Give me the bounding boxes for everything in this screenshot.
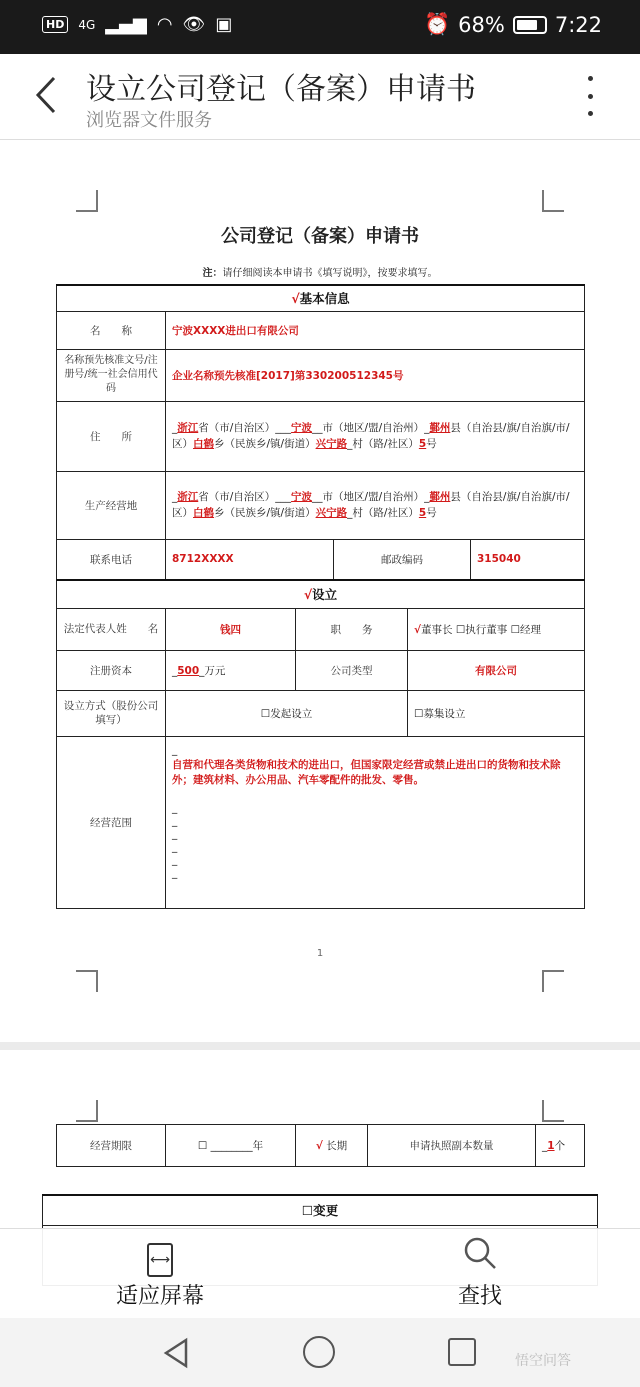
- company-type-label: 公司类型: [296, 650, 408, 690]
- business-address-label: 生产经营地: [57, 471, 166, 539]
- term-label: 经营期限: [57, 1125, 166, 1167]
- crop-mark: [76, 1100, 98, 1122]
- section-header-setup: √设立: [57, 580, 585, 608]
- signal-icon: ▂▄▆: [105, 14, 147, 35]
- term-long-option: √ 长期: [296, 1125, 368, 1167]
- scope-label: 经营范围: [57, 736, 166, 908]
- capital-value: _500_万元: [166, 650, 296, 690]
- search-icon: [380, 1235, 580, 1275]
- setup-method-label: 设立方式（股份公司填写）: [57, 690, 166, 736]
- back-arrow-icon[interactable]: [30, 72, 70, 118]
- scope-value-cell: _ 自营和代理各类货物和技术的进出口，但国家限定经营或禁止进出口的货物和技术除外；建筑材料、办公用品、汽车零配件的批发、零售。 _ _ _ _ _ _: [166, 736, 585, 908]
- hd-badge: HD: [42, 16, 68, 33]
- company-type-value: 有限公司: [408, 650, 585, 690]
- wifi-icon: ◠: [156, 14, 173, 35]
- table-row: [57, 285, 585, 311]
- page-subtitle: 浏览器文件服务: [86, 110, 212, 131]
- status-bar: [0, 0, 640, 54]
- table-row: [57, 650, 585, 690]
- document-note: 注：请仔细阅读本申请书《填写说明》，按要求填写。: [202, 268, 438, 279]
- phone-value: 8712XXXX: [166, 539, 334, 580]
- crop-mark: [542, 1100, 564, 1122]
- table-row: [57, 690, 585, 736]
- approval-value: 企业名称预先核准[2017]第330200512345号: [166, 349, 585, 401]
- fit-screen-button[interactable]: [60, 1235, 260, 1310]
- table-row: [43, 1195, 598, 1225]
- document-page-1[interactable]: [0, 140, 640, 1042]
- find-label: 查找: [457, 1284, 502, 1309]
- clock: 7:22: [554, 12, 602, 37]
- position-options: √董事长 ☐执行董事 ☐经理: [408, 608, 585, 650]
- copies-label: 申请执照副本数量: [368, 1125, 536, 1167]
- application-form-table: [56, 284, 585, 909]
- postcode-value: 315040: [471, 539, 585, 580]
- table-row: [57, 608, 585, 650]
- business-address-value: _浙江省（市/自治区）___宁波__市（地区/盟/自治州）_鄞州县（自治县/旗/自治旗/市/区）白鹤乡（民族乡/镇/街道）兴宁路_村（路/社区）5号: [166, 471, 585, 539]
- address-value: _浙江省（市/自治区）___宁波__市（地区/盟/自治州）_鄞州县（自治县/旗/自治旗/市/区）白鹤乡（民族乡/镇/街道）兴宁路_村（路/社区）5号: [166, 401, 585, 471]
- copies-value: _1个: [536, 1125, 585, 1167]
- scope-value: 自营和代理各类货物和技术的进出口，但国家限定经营或禁止进出口的货物和技术除外；建筑材料、办公用品、汽车零配件的批发、零售。: [172, 758, 561, 786]
- watermark: 悟空问答: [515, 1353, 571, 1369]
- network-indicator: 4G: [78, 17, 96, 32]
- representative-label: 法定代表人姓 名: [57, 608, 166, 650]
- fit-screen-label: 适应屏幕: [115, 1284, 204, 1309]
- capital-label: 注册资本: [57, 650, 166, 690]
- table-row: [57, 1125, 585, 1167]
- document-title: 公司登记（备案）申请书: [221, 226, 419, 247]
- table-row: [57, 539, 585, 580]
- phone-label: 联系电话: [57, 539, 166, 580]
- nav-home-icon[interactable]: [303, 1336, 335, 1368]
- bottom-toolbar: [0, 1228, 640, 1318]
- position-label: 职 务: [296, 608, 408, 650]
- alarm-icon: ⏰: [423, 12, 451, 36]
- approval-label: 名称预先核准文号/注册号/统一社会信用代码: [57, 349, 166, 401]
- page-title: 设立公司登记（备案）申请书: [86, 72, 476, 107]
- term-year-option: ☐ ________年: [166, 1125, 296, 1167]
- table-row: [57, 401, 585, 471]
- table-row: [57, 736, 585, 908]
- find-button[interactable]: [380, 1235, 580, 1310]
- crop-mark: [76, 190, 98, 212]
- more-menu-icon[interactable]: [580, 76, 600, 116]
- page-number: 1: [316, 948, 324, 959]
- fit-screen-icon: ⟷: [147, 1243, 173, 1277]
- name-label: 名 称: [57, 311, 166, 349]
- nav-recents-icon[interactable]: [448, 1338, 476, 1366]
- table-row: [57, 471, 585, 539]
- term-table: [56, 1124, 585, 1167]
- table-row: [57, 349, 585, 401]
- table-row: [57, 580, 585, 608]
- method-initiate-option: ☐发起设立: [166, 690, 408, 736]
- app-notification-icon: ▣: [215, 14, 233, 35]
- representative-value: 钱四: [166, 608, 296, 650]
- method-raise-option: ☐募集设立: [408, 690, 585, 736]
- name-value: 宁波XXXX进出口有限公司: [166, 311, 585, 349]
- crop-mark: [76, 970, 98, 992]
- battery-icon: [513, 16, 547, 34]
- address-label: 住 所: [57, 401, 166, 471]
- crop-mark: [542, 970, 564, 992]
- postcode-label: 邮政编码: [334, 539, 471, 580]
- nav-back-icon[interactable]: [160, 1336, 194, 1370]
- section-header-change: ☐变更: [43, 1195, 598, 1225]
- eye-icon: 👁: [182, 14, 206, 35]
- table-row: [57, 311, 585, 349]
- crop-mark: [542, 190, 564, 212]
- section-header-basic: √基本信息: [57, 285, 585, 311]
- app-header: [0, 54, 640, 140]
- battery-percent: 68%: [458, 12, 505, 37]
